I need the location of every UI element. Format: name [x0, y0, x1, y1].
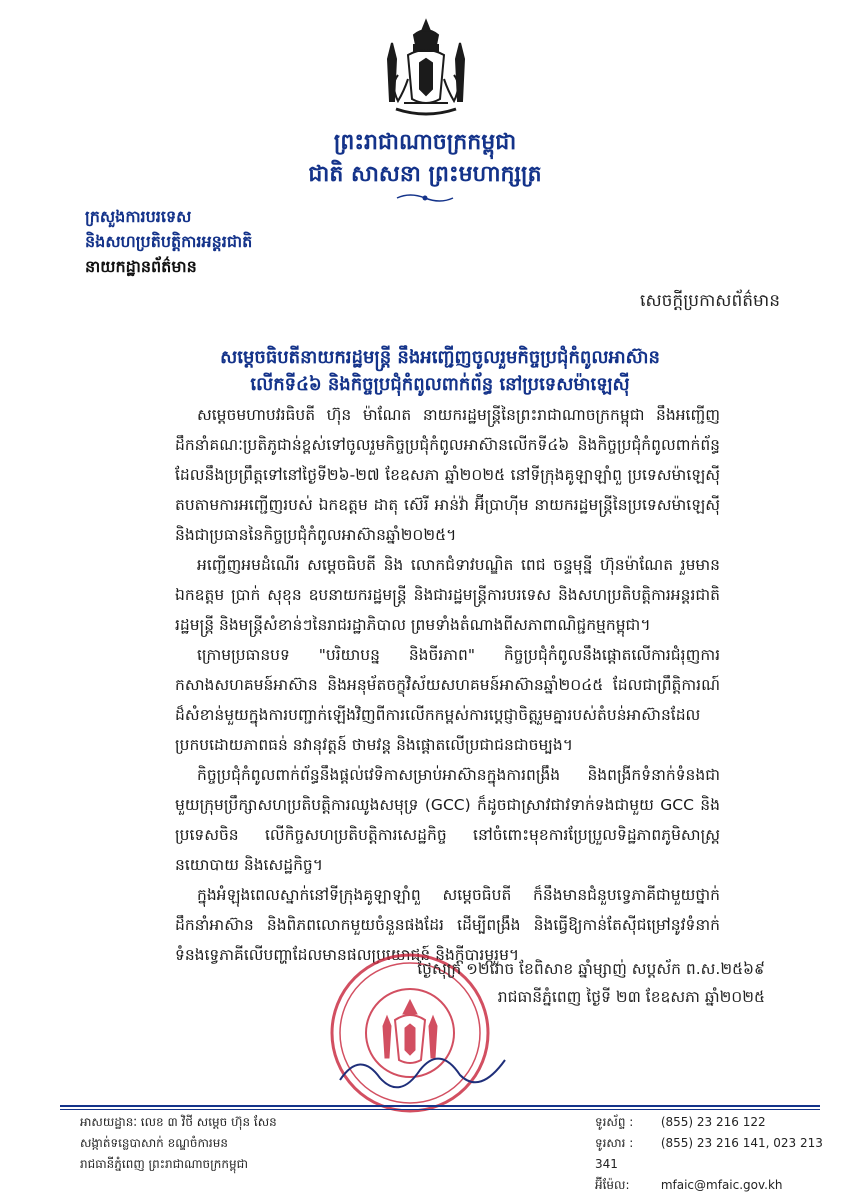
department-name: នាយកដ្ឋានព័ត៌មាន	[85, 257, 197, 276]
lunar-date: ថ្ងៃសុក្រ ១២រោច ខែពិសាខ ឆ្នាំម្សាញ់ សប្តស័ក ព.ស.២៥៦៩	[417, 960, 765, 978]
date-block	[345, 955, 765, 1011]
body-paragraph: អញ្ជើញអមដំណើរ សម្តេចធិបតី និង លោកជំទាវបណ្ឌិត ពេជ ចន្ទមុន្នី ហ៊ុនម៉ាណែត រួមមាន ឯកឧត្តម ប្រាក់ សុខុន ឧបនាយករដ្ឋមន្ត្រី និងជារដ្ឋមន្ត្រីការបរទេស និងសហប្រតិបត្តិការអន្តរជាតិ រដ្ឋមន្ត្រី និងមន្ត្រីសំខាន់ៗនៃរាជរដ្ឋាភិបាល ព្រមទាំងតំណាងពីសភាពាណិជ្ជកម្មកម្ពុជា។	[175, 556, 720, 634]
address-line: រាជធានីភ្នំពេញ ព្រះរាជាណាចក្រកម្ពុជា	[80, 1157, 248, 1171]
document-type: សេចក្តីប្រកាសព័ត៌មាន	[640, 291, 780, 311]
headline-line1: សម្តេចធិបតីនាយករដ្ឋមន្ត្រី នឹងអញ្ជើញចូលរួមកិច្ចប្រជុំកំពូលអាស៊ាន	[220, 347, 660, 368]
solar-date: រាជធានីភ្នំពេញ ថ្ងៃទី ២៣ ខែឧសភា ឆ្នាំ២០២៥	[497, 988, 765, 1006]
fax-value: (855) 23 216 141, 023 213 341	[595, 1136, 823, 1171]
footer-address	[80, 1112, 460, 1175]
body-paragraph: សម្តេចមហាបវរធិបតី ហ៊ុន ម៉ាណែត នាយករដ្ឋមន្ត្រីនៃព្រះរាជាណាចក្រកម្ពុជា នឹងអញ្ជើញដឹកនាំគណៈប្រតិភូជាន់ខ្ពស់ទៅចូលរួមកិច្ចប្រជុំកំពូលអាស៊ានលើកទី៤៦ និងកិច្ចប្រជុំកំពូលពាក់ព័ន្ធដែលនឹងប្រព្រឹត្តទៅនៅថ្ងៃទី២៦-២៧ ខែឧសភា ឆ្នាំ២០២៥ នៅទីក្រុងគូឡាឡាំពួ ប្រទេសម៉ាឡេស៊ី តបតាមការអញ្ជើញរបស់ ឯកឧត្តម ដាតុ ស៊េរី អាន់វ៉ា អ៊ីប្រាហ៊ីម នាយករដ្ឋមន្ត្រីនៃប្រទេសម៉ាឡេស៊ី និងជាប្រធាននៃកិច្ចប្រជុំកំពូលអាស៊ានឆ្នាំ២០២៥។	[175, 406, 720, 544]
signature-icon	[330, 1040, 530, 1100]
address-line: អាសយដ្ឋានៈ លេខ ៣ វិថី សម្តេច ហ៊ុន សែន	[80, 1115, 277, 1129]
phone-label: ទូរស័ព្ទ :	[595, 1115, 634, 1129]
national-motto: ជាតិ សាសនា ព្រះមហាក្សត្រ	[308, 162, 542, 187]
ministry-name-line1: ក្រសួងការបរទេស	[85, 207, 192, 226]
ornament-divider-icon	[395, 192, 455, 204]
footer-divider-thin	[60, 1109, 820, 1110]
email-label: អ៊ីម៉ែល:	[595, 1178, 630, 1192]
ministry-name-line2: និងសហប្រតិបត្តិការអន្តរជាតិ	[85, 232, 253, 251]
email-link[interactable]: mfaic@mfaic.gov.kh	[660, 1178, 783, 1192]
phone-row	[595, 1112, 835, 1133]
address-line: សង្កាត់ទន្លេបាសាក់ ខណ្ឌចំការមន	[80, 1136, 228, 1150]
email-row	[595, 1175, 835, 1196]
fax-row	[595, 1133, 835, 1175]
footer-contact	[595, 1112, 835, 1196]
royal-coat-of-arms-icon	[370, 15, 482, 127]
fax-label: ទូរសារ :	[595, 1136, 634, 1150]
body-paragraph: កិច្ចប្រជុំកំពូលពាក់ព័ន្ធនឹងផ្តល់វេទិកាសម្រាប់អាស៊ានក្នុងការពង្រឹង និងពង្រីកទំនាក់ទំនងជាមួយក្រុមប្រឹក្សាសហប្រតិបត្តិការឈូងសមុទ្រ (GCC) ក៏ដូចជាស្រាវជាវទាក់ទងជាមួយ GCC និងប្រទេសចិន លើកិច្ចសហប្រតិបត្តិការសេដ្ឋកិច្ច នៅចំពោះមុខការប្រែប្រួលទិដ្ឋភាពភូមិសាស្ត្រនយោបាយ និងសេដ្ឋកិច្ច។	[175, 766, 720, 874]
press-release-body	[175, 400, 720, 970]
phone-value[interactable]: (855) 23 216 122	[660, 1115, 766, 1129]
kingdom-title: ព្រះរាជាណាចក្រកម្ពុជា	[333, 130, 517, 155]
body-paragraph: ក្នុងអំឡុងពេលស្នាក់នៅទីក្រុងគូឡាឡាំពួ សម្តេចធិបតី ក៏នឹងមានជំនួបទ្វេភាគីជាមួយថ្នាក់ដឹកនាំអាស៊ាន និងពិភពលោកមួយចំនួនផងដែរ ដើម្បីពង្រឹង និងធ្វើឱ្យកាន់តែស៊ីជម្រៅនូវទំនាក់ទំនងទ្វេភាគីលើបញ្ហាដែលមានផលប្រយោជន៍ និងក្តីបារម្ភរួម។	[175, 886, 720, 964]
footer-divider	[60, 1105, 820, 1107]
body-paragraph: ក្រោមប្រធានបទ "បរិយាបន្ន និងចីរភាព" កិច្ចប្រជុំកំពូលនឹងផ្តោតលើការជំរុញការកសាងសហគមន៍អាស៊ាន និងអនុម័តចក្ខុវិស័យសហគមន៍អាស៊ានឆ្នាំ២០៤៥ ដែលជាព្រឹត្តិការណ៍ដ៏សំខាន់មួយក្នុងការបញ្ជាក់ឡើងវិញពីការលើកកម្ពស់ការប្តេជ្ញាចិត្តរួមគ្នារបស់តំបន់អាស៊ានដែលប្រកបដោយភាពធន់ នវានុវត្តន៍ ថាមវន្ត និងផ្តោតលើប្រជាជនជាចម្បង។	[175, 646, 720, 754]
headline-line2: លើកទី៤៦ និងកិច្ចប្រជុំកំពូលពាក់ព័ន្ធ នៅប្រទេសម៉ាឡេស៊ី	[250, 374, 630, 395]
